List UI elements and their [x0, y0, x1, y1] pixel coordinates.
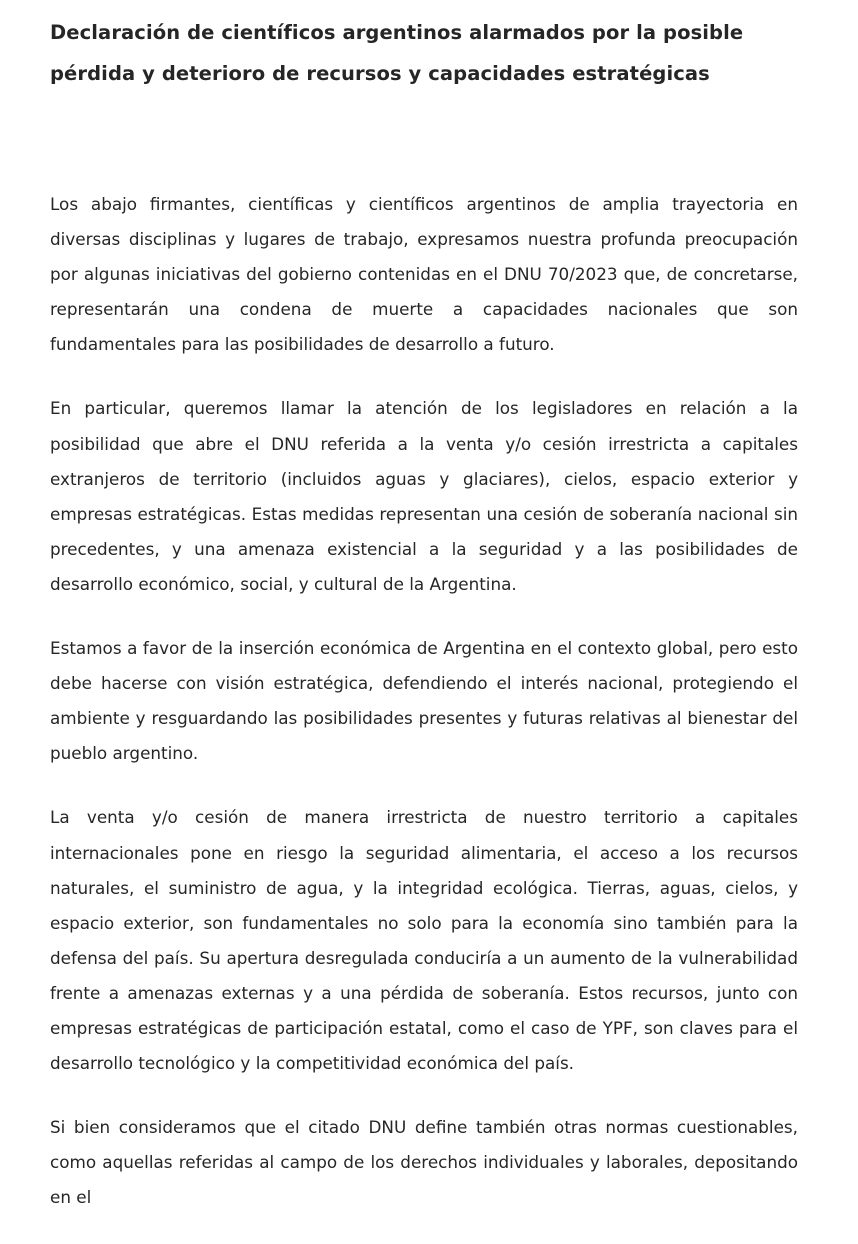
document-body: [50, 187, 798, 1244]
paragraph-3: Estamos a favor de la inserción económica de Argentina en el contexto global, pero esto debe hacerse con visión estratégica, defendiendo el interés nacional, protegiendo el ambiente y resguardando las posibilidades presentes y futuras relativas al bienestar del pueblo argentino.: [50, 638, 798, 764]
paragraph-5: Si bien consideramos que el citado DNU define también otras normas cuestionables, como aquellas referidas al campo de los derechos individuales y laborales, depositando en el: [50, 1117, 798, 1208]
paragraph-2: En particular, queremos llamar la atención de los legisladores en relación a la posibilidad que abre el DNU referida a la venta y/o cesión irrestricta a capitales extranjeros de territorio (incluidos aguas y glaciares), cielos, espacio exterior y empresas estratégicas. Estas medidas representan una cesión de soberanía nacional sin precedentes, y una amenaza existencial a la seguridad y a las posibilidades de desarrollo económico, social, y cultural de la Argentina.: [50, 398, 798, 594]
document-page: [50, 0, 798, 1208]
paragraph-1: Los abajo firmantes, científicas y científicos argentinos de amplia trayectoria en diversas disciplinas y lugares de trabajo, expresamos nuestra profunda preocupación por algunas iniciativas del gobierno contenidas en el DNU 70/2023 que, de concretarse, representarán una condena de muerte a capacidades nacionales que son fundamentales para las posibilidades de desarrollo a futuro.: [50, 194, 798, 355]
document-title: Declaración de científicos argentinos alarmados por la posible pérdida y deterioro de recursos y capacidades estratégicas: [50, 21, 744, 85]
paragraph-4: La venta y/o cesión de manera irrestricta de nuestro territorio a capitales internacionales pone en riesgo la seguridad alimentaria, el acceso a los recursos naturales, el suministro de agua, y la integridad ecológica. Tierras, aguas, cielos, y espacio exterior, son fundamentales no solo para la economía sino también para la defensa del país. Su apertura desregulada conduciría a un aumento de la vulnerabilidad frente a amenazas externas y a una pérdida de soberanía. Estos recursos, junto con empresas estratégicas de participación estatal, como el caso de YPF, son claves para el desarrollo tecnológico y la competitividad económica del país.: [50, 807, 798, 1074]
